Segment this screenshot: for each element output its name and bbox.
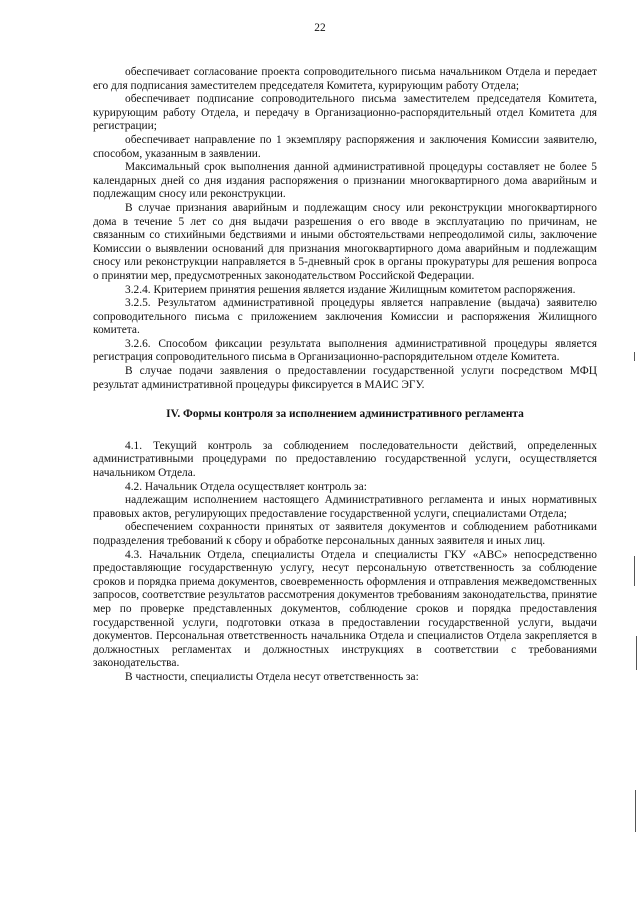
paragraph: В частности, специалисты Отдела несут ответственность за: [125,670,419,683]
paragraph: обеспечивает согласование проекта сопроводительного письма начальником Отдела и передает его для подписания заместителем председателя Комитета, курирующим работу Отдела; [93,66,597,92]
section-heading: IV. Формы контроля за исполнением административного регламента [166,408,524,421]
scan-mark [636,636,637,670]
paragraph: В случае подачи заявления о предоставлении государственной услуги посредством МФЦ результат административной процедуры фиксируется в МАИС ЭГУ. [93,365,597,391]
scan-mark [634,556,635,586]
paragraph: 4.3. Начальник Отдела, специалисты Отдела и специалисты ГКУ «АВС» непосредственно предоставляющие государственную услугу, несут персональную ответственность за соблюдение сроков и порядка приема документов, своевременность оформления и отправления межведомственных запросов, соответствие результатов рассмотрения документов требованиям законодательства, принятие мер по проверке представленных документов, соблюдение сроков и порядка предоставления государственной услуги, подготовки отказа в предоставлении государственной услуги, выдачи документов. Персональная ответственность начальника Отдела и специалистов Отдела закрепляется в должностных регламентах и должностных инструкциях в соответствии с требованиями законодательства. [93,548,597,670]
scan-mark [634,352,635,361]
paragraph: обеспечивает направление по 1 экземпляру распоряжения и заключения Комиссии заявителю, способом, указанным в заявлении. [93,133,597,160]
paragraph: 3.2.5. Результатом административной процедуры является направление (выдача) заявителю сопроводительного письма с приложением заключения Комиссии и распоряжения Жилищного комитета. [93,297,597,337]
document-body [93,66,597,685]
paragraph: 3.2.6. Способом фиксации результата выполнения административной процедуры является регистрация сопроводительного письма в Организационно-распорядительном отделе Комитета. [93,337,597,364]
paragraph: 3.2.4. Критерием принятия решения является издание Жилищным комитетом распоряжения. [125,283,576,296]
page-number: 22 [314,22,326,34]
paragraph: 4.2. Начальник Отдела осуществляет контроль за: [125,480,367,493]
paragraph: Максимальный срок выполнения данной административной процедуры составляет не более 5 календарных дней со дня издания распоряжения о признании многоквартирного дома аварийным и подлежащим сносу или реконструкции. [93,161,597,201]
paragraph: надлежащим исполнением настоящего Административного регламента и иных нормативных правовых актов, регулирующих предоставление государственной услуги, специалистами Отдела; [93,494,597,520]
paragraph: обеспечивает подписание сопроводительного письма заместителем председателя Комитета, курирующим работу Отдела, и передачу в Организационно-распорядительный отдел Комитета для регистрации; [93,93,597,133]
paragraph: В случае признания аварийным и подлежащим сносу или реконструкции многоквартирного дома в течение 5 лет со дня выдачи разрешения о его вводе в эксплуатацию по причинам, не связанным со стихийными бедствиями и иными обстоятельствами непреодолимой силы, заключение Комиссии о выявлении оснований для признания многоквартирного дома аварийным и подлежащим сносу или реконструкции направляется в 5-дневный срок в органы прокуратуры для решения вопроса о принятии мер, предусмотренных законодательством Российской Федерации. [93,201,597,282]
paragraph: 4.1. Текущий контроль за соблюдением последовательности действий, определенных административными процедурами по предоставлению государственной услуги, осуществляется начальником Отдела. [93,439,597,480]
scan-mark [635,790,636,832]
paragraph: обеспечением сохранности принятых от заявителя документов и соблюдением работниками подразделения требований к сбору и обработке персональных данных заявителя и иных лиц. [93,521,597,547]
